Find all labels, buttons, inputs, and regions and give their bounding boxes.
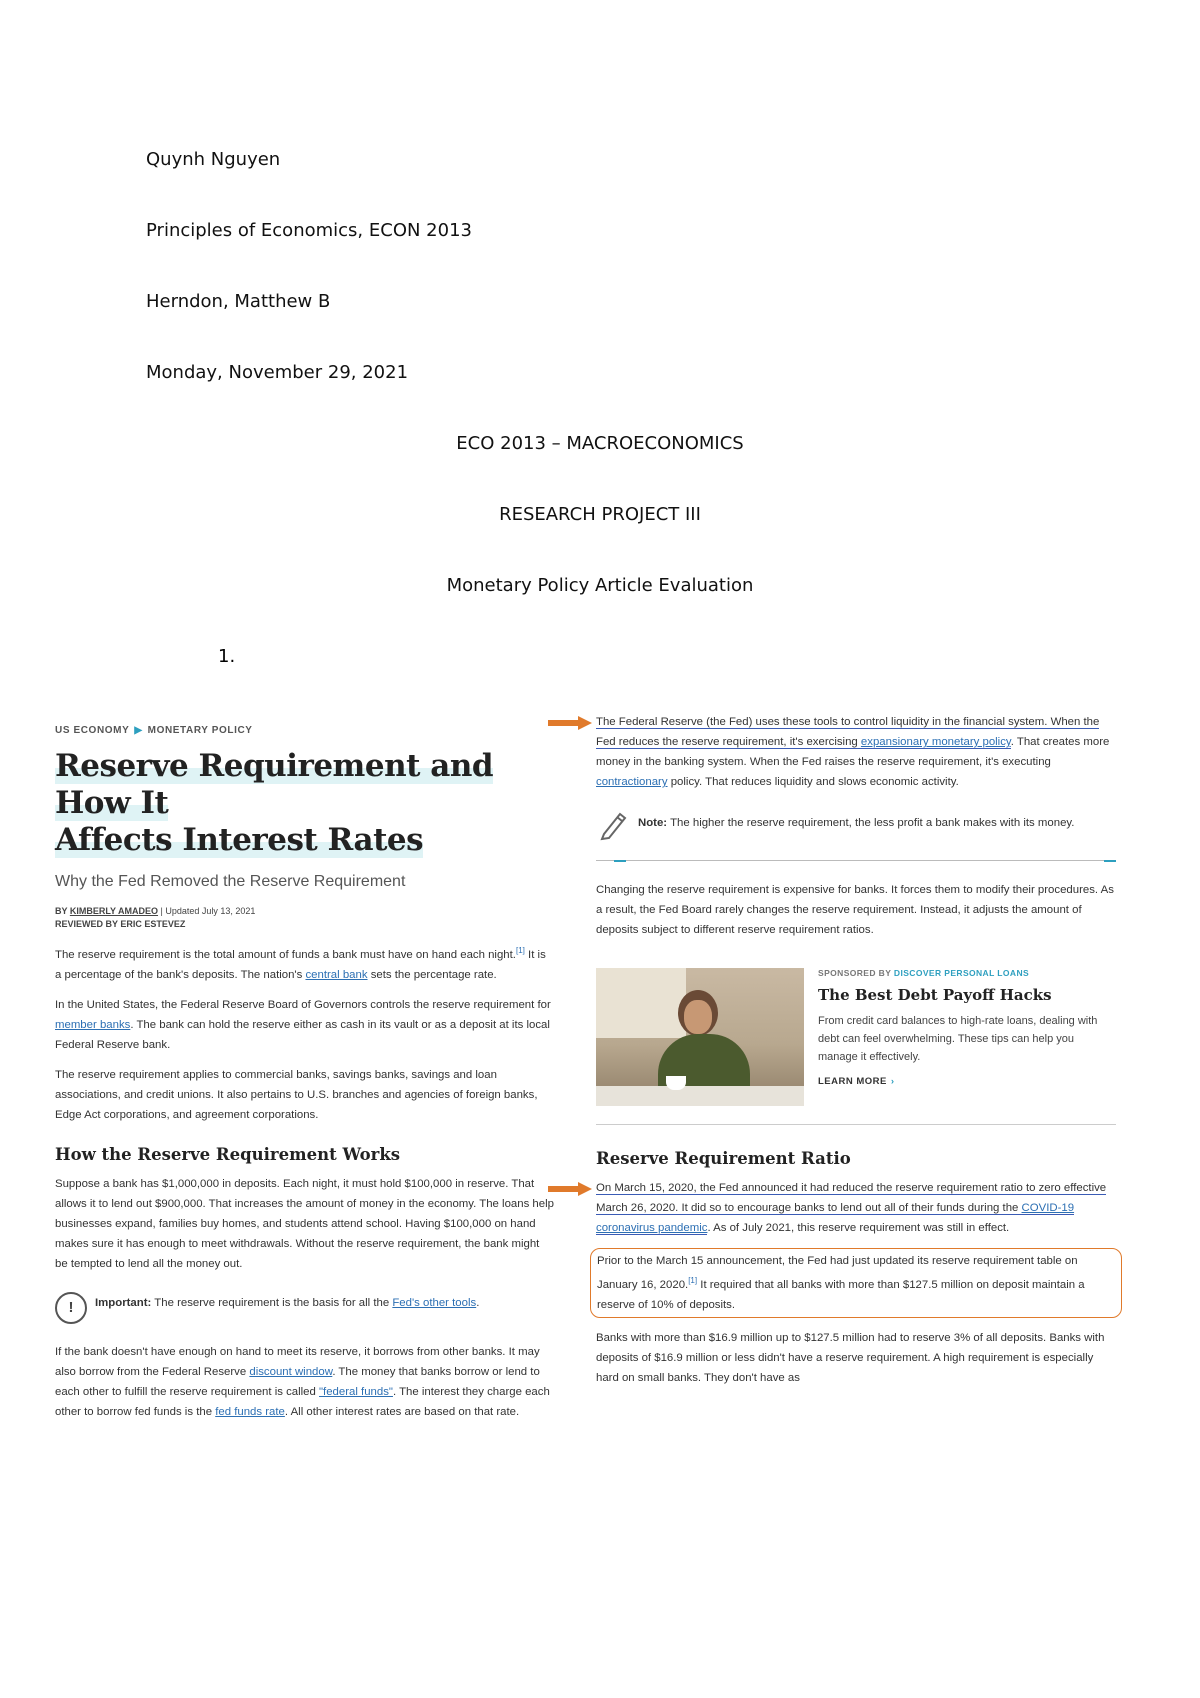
article-title-line1: Reserve Requirement and How It (55, 748, 494, 821)
link-discount-window[interactable]: discount window (249, 1365, 333, 1378)
byline: BY KIMBERLY AMADEO | Updated July 13, 2021 REVIEWED BY ERIC ESTEVEZ (55, 906, 256, 929)
breadcrumb-monetary-policy[interactable]: MONETARY POLICY (147, 725, 253, 736)
course-name: Principles of Economics, ECON 2013 (146, 220, 472, 241)
article-title-line2: Affects Interest Rates (55, 822, 424, 858)
paragraph-highlighted: The Federal Reserve (the Fed) uses these tools to control liquidity in the financial system. When the Fed reduces the reserve requirement, it's exercising expansionary monetary policy. That creates more money in the banking system. When the Fed raises the reserve requirement, it's executing contractionary policy. That reduces liquidity and slows economic activity. (596, 716, 1110, 788)
link-feds-other-tools[interactable]: Fed's other tools (392, 1296, 477, 1309)
link-federal-funds[interactable]: "federal funds" (319, 1385, 393, 1398)
breadcrumb-arrow-icon: ▶ (134, 725, 143, 736)
paragraph: Changing the reserve requirement is expensive for banks. It forces them to modify their procedures. As a result, the Fed Board rarely changes the reserve requirement. Instead, it adjusts the amount of deposits subject to different reserve requirement ratios. (596, 884, 1114, 936)
exclamation-icon: ! (55, 1292, 87, 1324)
paragraph: If the bank doesn't have enough on hand to meet its reserve, it borrows from other banks. It may also borrow from the Federal Reserve discount window. The money that banks borrow or lend to each other to fulfill the reserve requirement is called "federal funds". The interest they charge each other to borrow fed funds is the fed funds rate. All other interest rates are based on that rate. (55, 1345, 550, 1418)
pencil-icon (596, 808, 630, 842)
breadcrumb (55, 725, 555, 736)
section-divider (596, 1124, 1116, 1125)
reviewer: REVIEWED BY ERIC ESTEVEZ (55, 919, 186, 929)
paragraph: Prior to the March 15 announcement, the Fed had just updated its reserve requirement table on January 16, 2020.[1] It required that all banks with more than $127.5 million on deposit maintain a reserve of 10% of deposits. (597, 1255, 1085, 1311)
section-heading: Reserve Requirement Ratio (596, 1149, 851, 1168)
link-contractionary[interactable]: contractionary (596, 776, 668, 788)
section-heading: How the Reserve Requirement Works (55, 1144, 401, 1164)
article-screenshot-right (596, 712, 1116, 1398)
submission-date: Monday, November 29, 2021 (146, 362, 409, 383)
paragraph: In the United States, the Federal Reserve Board of Governors controls the reserve requirement for member banks. The bank can hold the reserve either as cash in its vault or as a deposit at its local Federal Reserve bank. (55, 998, 551, 1051)
annotation-box (590, 1248, 1122, 1318)
ad-title[interactable]: The Best Debt Payoff Hacks (818, 986, 1052, 1004)
paragraph-highlighted: On March 15, 2020, the Fed announced it had reduced the reserve requirement ratio to zero effective March 26, 2020. It did so to encourage banks to lend out all of their funds during the COVID-19 coronavirus pandemic. As of July 2021, this reserve requirement was still in effect. (596, 1182, 1107, 1234)
assignment-title: Monetary Policy Article Evaluation (446, 575, 754, 596)
paragraph: Suppose a bank has $1,000,000 in deposits. Each night, it must hold $100,000 in reserve. That allows it to lend out $900,000. That increases the amount of money in the economy. The loans help businesses expand, families buy homes, and students attend school. Having $100,000 on hand makes sure it has enough to meet withdrawals. Without the reserve requirement, the bank might be tempted to lend all the money out. (55, 1177, 554, 1270)
link-covid-pandemic[interactable]: COVID-19 coronavirus pandemic (596, 1202, 1075, 1234)
learn-more-link[interactable]: LEARN MORE › (818, 1076, 895, 1087)
updated-date: | Updated July 13, 2021 (158, 906, 256, 916)
paragraph: The reserve requirement applies to commercial banks, savings banks, savings and loan associations, and credit unions. It also pertains to U.S. branches and agencies of foreign banks, Edge Act corporations, and agreement corporations. (55, 1068, 538, 1121)
article-subtitle: Why the Fed Removed the Reserve Requirement (55, 873, 406, 890)
project-title: RESEARCH PROJECT III (499, 504, 701, 525)
paragraph: The reserve requirement is the total amount of funds a bank must have on hand each night.[1] It is a percentage of the bank's deposits. The nation's central bank sets the percentage rate. (55, 946, 546, 981)
article-title (55, 748, 555, 859)
course-title: ECO 2013 – MACROECONOMICS (456, 433, 744, 454)
link-expansionary-monetary-policy[interactable]: expansionary monetary policy (860, 736, 1011, 748)
ad-sponsor: SPONSORED BY DISCOVER PERSONAL LOANS (818, 968, 1030, 978)
link-central-bank[interactable]: central bank (305, 968, 368, 981)
article-screenshot-left (55, 725, 555, 1432)
annotation-arrow-icon (548, 716, 592, 730)
author-link[interactable]: KIMBERLY AMADEO (69, 906, 159, 916)
annotation-arrow-icon (548, 1182, 592, 1196)
link-fed-funds-rate[interactable]: fed funds rate (215, 1405, 285, 1418)
item-number: 1. (218, 646, 236, 667)
note-callout: Note: The higher the reserve requirement, the less profit a bank makes with its money. (596, 808, 1116, 842)
ad-text: From credit card balances to high-rate loans, dealing with debt can feel overwhelming. These tips can help you manage it effectively. (818, 1015, 1098, 1063)
breadcrumb-us-economy[interactable]: US ECONOMY (55, 725, 130, 736)
chevron-right-icon: › (890, 1076, 895, 1087)
student-name: Quynh Nguyen (146, 149, 281, 170)
sponsored-ad[interactable] (596, 968, 1116, 1106)
paragraph: Banks with more than $16.9 million up to $127.5 million had to reserve 3% of all deposits. Banks with deposits of $16.9 million or less didn't have a reserve requirement. A high requirement is especially hard on small banks. They don't have as (596, 1331, 1105, 1384)
instructor-name: Herndon, Matthew B (146, 291, 331, 312)
important-callout: ! Important: The reserve requirement is the basis for all the Fed's other tools. (55, 1288, 555, 1324)
note-divider (596, 860, 1116, 862)
ad-image (596, 968, 804, 1106)
link-member-banks[interactable]: member banks (55, 1018, 131, 1031)
